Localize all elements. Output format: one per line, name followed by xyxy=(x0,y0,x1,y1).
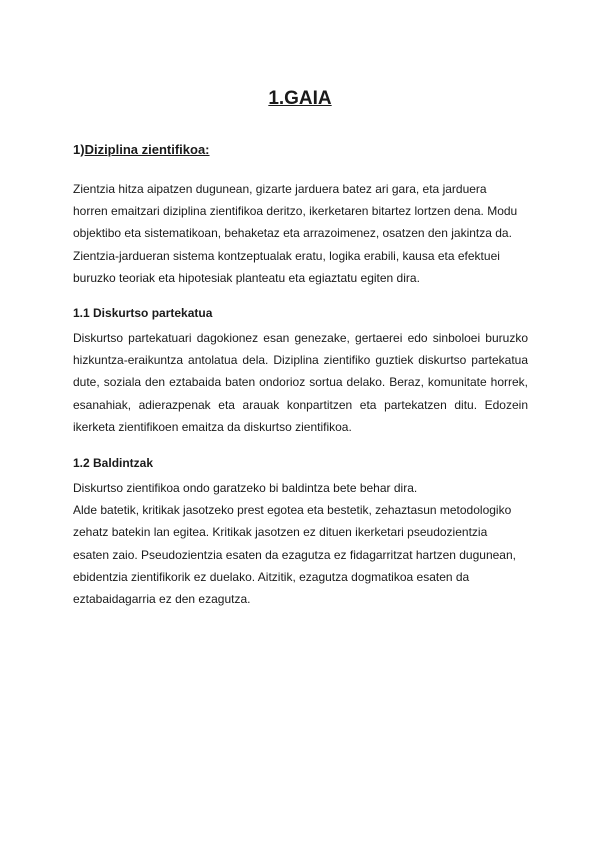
paragraph-line: Zientzia hitza aipatzen dugunean, gizarte jarduera batez ari gara, eta jarduera xyxy=(73,182,487,196)
subsection-baldintzak-paragraph xyxy=(73,477,528,610)
paragraph-line: zehatz batekin lan egitea. Kritikak jasotzen ez dituen ikerketari pseudozientzia xyxy=(73,525,488,540)
paragraph-line: Diskurtso partekatuari dagokionez esan genezake, gertaerei edo sinboloei buruzko xyxy=(73,331,528,345)
paragraph-line: Zientzia-jardueran sistema kontzeptualak eratu, logika erabili, kausa eta efektuei xyxy=(73,248,500,263)
paragraph-line: objektibo eta sistematikoan, behaketaz eta arrazoimenez, osatzen den jakintza da. xyxy=(73,226,512,241)
page-title: 1.GAIA xyxy=(268,88,332,109)
paragraph-line: eztabaidagarria ez den ezagutza. xyxy=(73,592,251,607)
section-heading xyxy=(73,142,210,157)
section-heading-text: Diziplina zientifikoa: xyxy=(84,142,210,157)
subsection-heading-diskurtso: 1.1 Diskurtso partekatua xyxy=(73,306,213,320)
subsection-diskurtso-paragraph xyxy=(73,327,528,438)
paragraph-line: Diskurtso zientifikoa ondo garatzeko bi baldintza bete behar dira. xyxy=(73,481,418,495)
section-intro-paragraph xyxy=(73,178,528,289)
subsection-heading-baldintzak: 1.2 Baldintzak xyxy=(73,456,154,470)
paragraph-line: esaten zaio. Pseudozientzia esaten da ezagutza ez fidagarritzat hartzen dugunean, xyxy=(73,547,516,562)
paragraph-line: hizkuntza-eraikuntza antolatua dela. Diziplina zientifiko guztiek diskurtso partekatua xyxy=(73,353,528,368)
paragraph-line: buruzko teoriak eta hipotesiak planteatu eta egiaztatu egiten dira. xyxy=(73,270,420,285)
paragraph-line: ebidentzia zientifikorik ez duelako. Aitzitik, ezagutza dogmatikoa esaten da xyxy=(73,569,470,584)
section-number: 1) xyxy=(73,142,85,157)
paragraph-line: dute, soziala den eztabaida baten ondorioz sortua delako. Beraz, komunitate horrek, xyxy=(73,375,528,390)
paragraph-line: horren emaitzari diziplina zientifikoa deritzo, ikerketaren bitartez lortzen dena. Modu xyxy=(73,204,518,219)
paragraph-line: Alde batetik, kritikak jasotzeko prest egotea eta bestetik, zehaztasun metodologiko xyxy=(73,503,512,518)
paragraph-line: ikerketa zientifikoen emaitza da diskurtso zientifikoa. xyxy=(73,419,352,434)
paragraph-line: esanahiak, adierazpenak eta arauak konpartitzen eta partekatzen ditu. Edozein xyxy=(73,397,528,412)
